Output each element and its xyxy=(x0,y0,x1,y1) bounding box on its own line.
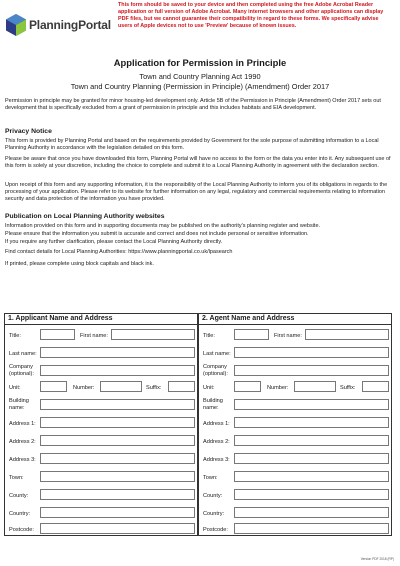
applicant-town-field[interactable] xyxy=(40,471,195,482)
agent-title-field[interactable] xyxy=(234,329,269,340)
address-1-label: Address 1: xyxy=(9,421,36,427)
county-label: County: xyxy=(203,493,223,499)
agent-town-field[interactable] xyxy=(234,471,389,482)
address-3-label: Address 3: xyxy=(9,457,36,463)
town-label: Town: xyxy=(9,475,24,481)
applicant-last-name-field[interactable] xyxy=(40,347,195,358)
agent-first-name-field[interactable] xyxy=(305,329,389,340)
agent-postcode-field[interactable] xyxy=(234,523,389,534)
agent-country-field[interactable] xyxy=(234,507,389,518)
applicant-unit-field[interactable] xyxy=(40,381,67,392)
county-label: County: xyxy=(9,493,29,499)
company-optional-label: (optional): xyxy=(203,371,228,377)
version-footer: Version PDF 2018 (RP) xyxy=(360,557,394,561)
agent-address-3-field[interactable] xyxy=(234,453,389,464)
agent-last-name-field[interactable] xyxy=(234,347,389,358)
form-subtitle-act: Town and Country Planning Act 1990 xyxy=(139,72,261,81)
postcode-label: Postcode: xyxy=(203,527,228,533)
publication-paragraph-1: Information provided on this form and in supporting documents may be published on the authority's planning register and website. xyxy=(5,223,321,229)
publication-paragraph-3: If you require any further clarification, please contact the Local Planning Authority directly. xyxy=(5,239,223,245)
postcode-label: Postcode: xyxy=(9,527,34,533)
planning-portal-logo-icon xyxy=(6,14,26,36)
agent-number-field[interactable] xyxy=(294,381,336,392)
first-name-label: First name: xyxy=(274,333,302,339)
number-label: Number: xyxy=(73,385,95,391)
planning-portal-logo xyxy=(6,14,111,36)
title-label: Title: xyxy=(203,333,215,339)
address-1-label: Address 1: xyxy=(203,421,230,427)
form-title: Application for Permission in Principle xyxy=(113,57,287,68)
agent-suffix-field[interactable] xyxy=(362,381,389,392)
country-label: Country: xyxy=(9,511,31,517)
agent-building-name-field[interactable] xyxy=(234,399,389,410)
agent-address-2-field[interactable] xyxy=(234,435,389,446)
publication-heading: Publication on Local Planning Authority websites xyxy=(5,213,165,220)
publication-paragraph-2: Please ensure that the information you submit is accurate and correct and does not include personal or sensitive information. xyxy=(5,231,309,237)
building-label: Building xyxy=(9,398,29,404)
town-label: Town: xyxy=(203,475,218,481)
agent-address-1-field[interactable] xyxy=(234,417,389,428)
lpa-contact-link: Find contact details for Local Planning Authorities: https://www.planningportal.co.uk/lpasearch xyxy=(5,249,233,255)
privacy-paragraph-2: Please be aware that once you have downloaded this form, Planning Portal will have no access to the form or the data you enter into it. Any subsequent use of this form is solely at your discretion, including the choice to complete and submit it to a Local Planning Authority in agreement with the declaration section. xyxy=(5,156,391,170)
applicant-company-field[interactable] xyxy=(40,365,195,376)
print-instruction: If printed, please complete using block capitals and black ink. xyxy=(5,261,154,267)
first-name-label: First name: xyxy=(80,333,108,339)
applicant-county-field[interactable] xyxy=(40,489,195,500)
unit-label: Unit: xyxy=(9,385,21,391)
applicant-postcode-field[interactable] xyxy=(40,523,195,534)
building-name-label: name: xyxy=(9,405,25,411)
address-2-label: Address 2: xyxy=(9,439,36,445)
title-label: Title: xyxy=(9,333,21,339)
last-name-label: Last name: xyxy=(203,351,231,357)
last-name-label: Last name: xyxy=(9,351,37,357)
building-name-label: name: xyxy=(203,405,219,411)
suffix-label: Suffix: xyxy=(340,385,356,391)
agent-county-field[interactable] xyxy=(234,489,389,500)
applicant-section xyxy=(4,313,198,536)
unit-label: Unit: xyxy=(203,385,215,391)
address-2-label: Address 2: xyxy=(203,439,230,445)
form-subtitle-order: Town and Country Planning (Permission in Principle) (Amendment) Order 2017 xyxy=(70,82,330,91)
building-label: Building xyxy=(203,398,223,404)
applicant-country-field[interactable] xyxy=(40,507,195,518)
brand-name: PlanningPortal xyxy=(29,18,111,32)
privacy-paragraph-3: Upon receipt of this form and any supporting information, it is the responsibility of the Local Planning Authority to inform you of its obligations in regards to the processing of your application. Please refer to its website for further information on any legal, regulatory and commercial requirements relating to information security and data protection of the information you have provided. xyxy=(5,182,388,203)
privacy-paragraph-1: This form is provided by Planning Portal and based on the requirements provided by Government for the sole purpose of submitting information to a Local Planning Authority in accordance with the legislation detailed on this form. xyxy=(5,138,379,152)
agent-section xyxy=(198,313,392,536)
country-label: Country: xyxy=(203,511,225,517)
agent-company-field[interactable] xyxy=(234,365,389,376)
applicant-address-1-field[interactable] xyxy=(40,417,195,428)
address-3-label: Address 3: xyxy=(203,457,230,463)
applicant-number-field[interactable] xyxy=(100,381,142,392)
company-label: Company xyxy=(203,364,227,370)
applicant-title-field[interactable] xyxy=(40,329,75,340)
applicant-address-3-field[interactable] xyxy=(40,453,195,464)
intro-paragraph: Permission in principle may be granted for minor housing-led development only. Article 5B of the Permission in Principle (Amendment) Order 2017 sets out development that is specifically excluded from a grant of permission in principle and this includes habitats and EIA development. xyxy=(5,98,381,112)
applicant-heading: 1. Applicant Name and Address xyxy=(5,314,197,325)
company-label: Company xyxy=(9,364,33,370)
applicant-address-2-field[interactable] xyxy=(40,435,195,446)
agent-unit-field[interactable] xyxy=(234,381,261,392)
applicant-building-name-field[interactable] xyxy=(40,399,195,410)
applicant-suffix-field[interactable] xyxy=(168,381,195,392)
privacy-heading: Privacy Notice xyxy=(5,128,52,135)
compatibility-notice: This form should be saved to your device and then completed using the free Adobe Acrobat Reader application or full version of Adobe Acrobat. Many internet browsers and other applications can display PDF files, but we cannot guarantee their compatibility in regard to these forms. We specifically advise users of Apple devices not to use 'Preview' because of known issues. xyxy=(118,2,384,30)
company-optional-label: (optional): xyxy=(9,371,34,377)
suffix-label: Suffix: xyxy=(146,385,162,391)
applicant-first-name-field[interactable] xyxy=(111,329,195,340)
number-label: Number: xyxy=(267,385,289,391)
agent-heading: 2. Agent Name and Address xyxy=(199,314,391,325)
